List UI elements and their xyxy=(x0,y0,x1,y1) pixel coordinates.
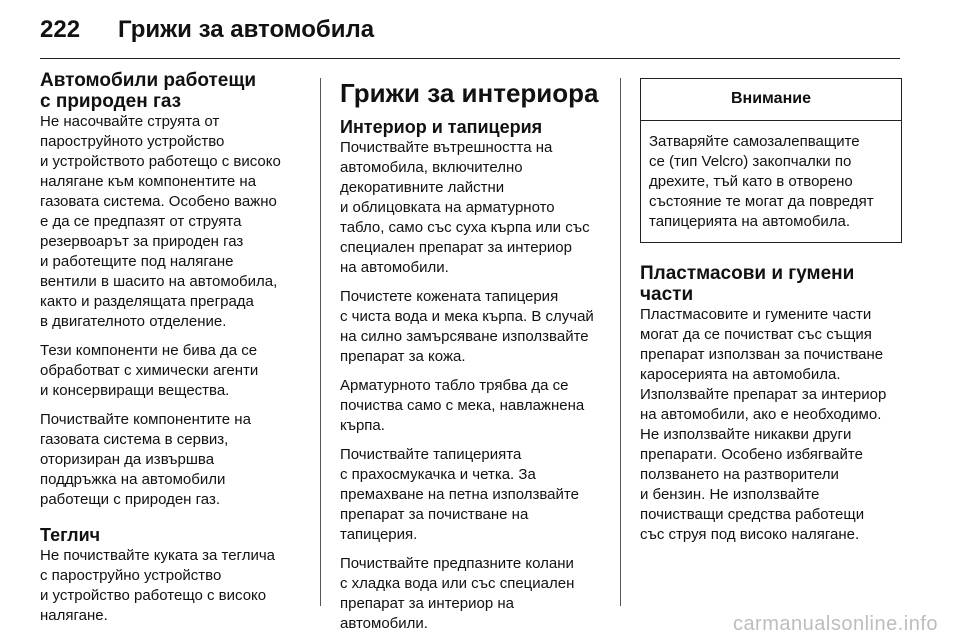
section-heading-tow-hitch: Теглич xyxy=(40,525,101,545)
header-rule xyxy=(40,58,900,59)
paragraph: Почиствайте предпазните колани с хладка вода или със специален препарат за интериор на автомобили. xyxy=(340,555,575,632)
page-title: Грижи за автомобила xyxy=(118,16,375,43)
paragraph: Арматурното табло трябва да се почиства само с мека, навлажнена кърпа. xyxy=(340,377,585,434)
paragraph: Не насочвайте струята от пароструйното устройство и устройството работещо с високо налягане към компонентите на газовата система. Особено важно е да се предпазят от струята резервоарът за природен газ и работещите под налягане вентили в шасито на автомобила, както и разделящата преграда в двигателното отделение. xyxy=(40,113,281,330)
caution-box xyxy=(640,78,902,243)
paragraph: Почиствайте тапицерията с прахосмукачка и четка. За премахване на петна използвайте препарат за почистване на тапицерия. xyxy=(340,446,579,543)
section-heading-natural-gas: Автомобили работещи с природен газ xyxy=(40,70,257,112)
paragraph: Тези компоненти не бива да се обработват с химически агенти и консервиращи вещества. xyxy=(40,342,259,399)
page-header xyxy=(40,16,374,46)
page-number: 222 xyxy=(40,16,81,43)
column-left xyxy=(40,70,310,635)
caution-text: Затваряйте самозалепващите се (тип Velcro) закопчалки по дрехите, тъй като в отворено състояние те могат да повредят тапицерията на автомобила. xyxy=(649,133,874,230)
column-middle xyxy=(340,70,608,643)
column-right xyxy=(640,70,902,554)
column-divider-1 xyxy=(320,78,321,606)
subheading-upholstery: Интериор и тапицерия xyxy=(340,117,543,137)
paragraph: Пластмасовите и гумените части могат да се почистват със същия препарат използван за почистване каросерията на автомобила. Използвайте препарат за интериор на автомобили, ако е необходимо. Не използвайте никакви други препарати. Особено избягвайте ползването на разтворители и бензин. Не използвайте почистващи средства работещи със струя под високо налягане. xyxy=(640,306,887,543)
paragraph: Почиствайте вътрешността на автомобила, включително декоративните лайстни и облицовката на арматурното табло, само със суха кърпа или със специален препарат за интериор на автомобили. xyxy=(340,139,590,276)
caution-title: Внимание xyxy=(641,79,901,121)
paragraph: Почиствайте компонентите на газовата система в сервиз, оторизиран да извършва поддръжка на автомобили работещи с природен газ. xyxy=(40,411,251,508)
column-divider-2 xyxy=(620,78,621,606)
section-title-interior: Грижи за интериора xyxy=(340,78,599,108)
paragraph: Не почиствайте куката за теглича с пароструйно устройство и устройство работещо с високо налягане. xyxy=(40,547,275,624)
paragraph: Почистете кожената тапицерия с чиста вода и мека кърпа. В случай на силно замърсяване използвайте препарат за кожа. xyxy=(340,288,594,365)
section-heading-plastic-rubber: Пластмасови и гумени части xyxy=(640,263,855,305)
watermark: carmanualsonline.info xyxy=(732,613,938,635)
